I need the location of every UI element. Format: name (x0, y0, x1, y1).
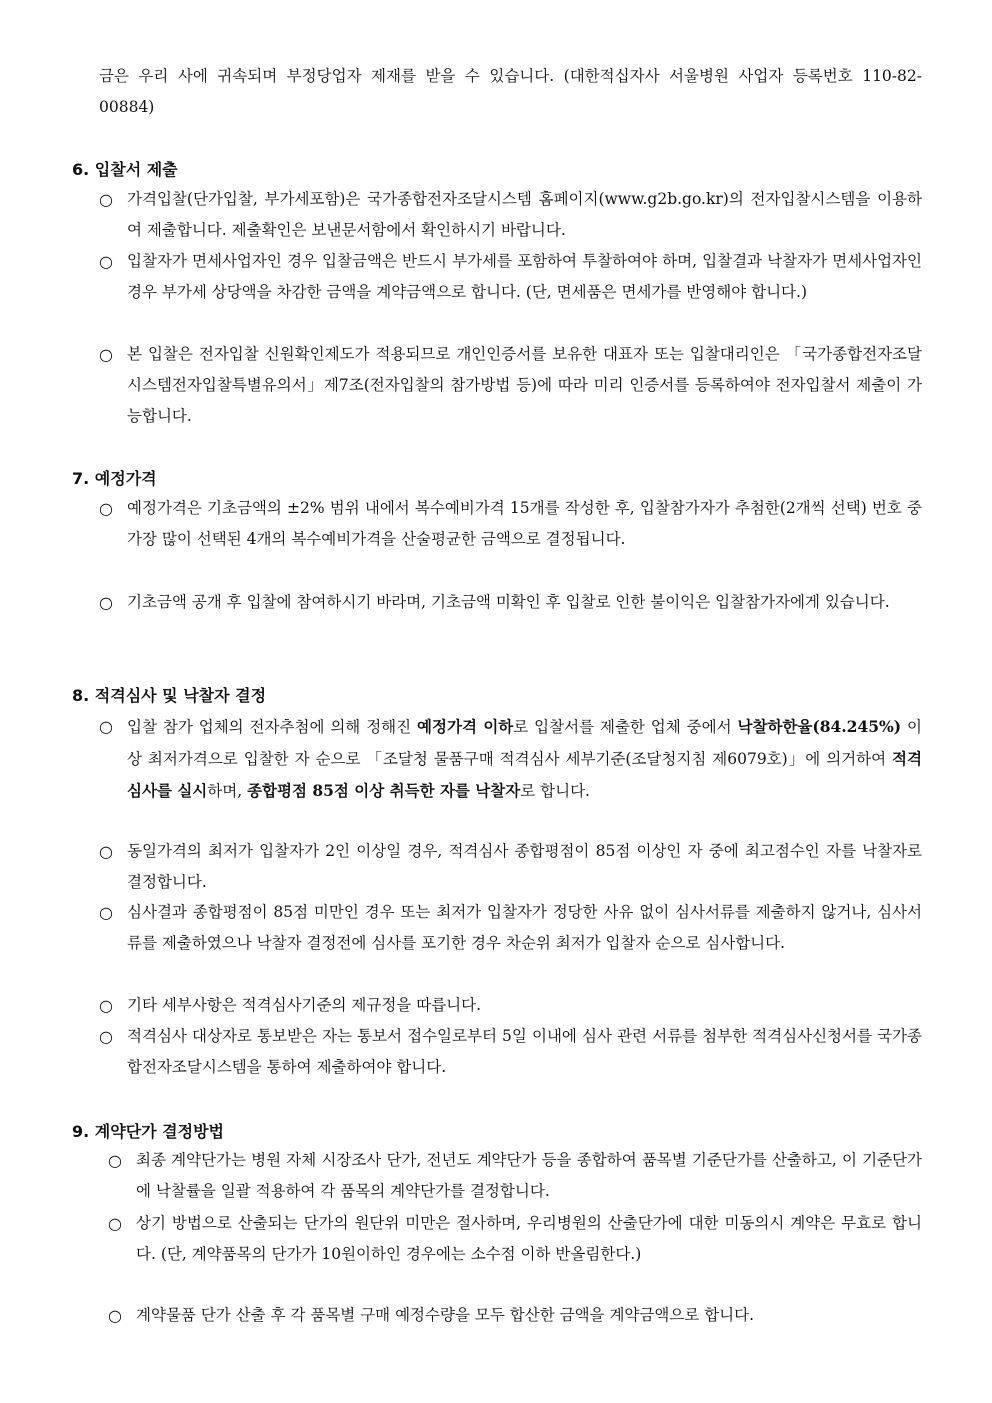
section-8-item-1: ○ 입찰 참가 업체의 전자추첨에 의해 정해진 예정가격 이하로 입찰서를 제출한 업체 중에서 낙찰하한율(84.245%) 이상 최저가격으로 입찰한 자 순으로 「조달청 물품구매 적격심사 세부기준(조달청지침 제6079호)」에 의거하여 적격심사를 실시하며, 종합평점 85점 이상 취득한 자를 낙찰자로 합니다. (99, 711, 922, 807)
section-9-item-2: ○ 상기 방법으로 산출되는 단가의 원단위 미만은 절사하며, 우리병원의 산출단가에 대한 미동의시 계약은 무효로 합니다. (단, 계약품목의 단가가 10원이하인 경우에는 소수점 이하 반올림한다.) (108, 1208, 922, 1270)
section-6-heading: 6. 입찰서 제출 (72, 160, 178, 179)
bullet-circle-icon: ○ (108, 1306, 122, 1325)
section-7-item-1: ○ 예정가격은 기초금액의 ±2% 범위 내에서 복수예비가격 15개를 작성한 후, 입찰참가자가 추첨한(2개씩 선택) 번호 중 가장 많이 선택된 4개의 복수예비가격을 산술평균한 금액으로 결정됩니다. (99, 493, 922, 555)
section-6-item-3: ○ 본 입찰은 전자입찰 신원확인제도가 적용되므로 개인인증서를 보유한 대표자 또는 입찰대리인은 「국가종합전자조달시스템전자입찰특별유의서」제7조(전자입찰의 참가방법 등)에 따라 미리 인증서를 등록하여야 전자입찰서 제출이 가능합니다. (99, 339, 922, 432)
section-8-item-2: ○ 동일가격의 최저가 입찰자가 2인 이상일 경우, 적격심사 종합평점이 85점 이상인 자 중에 최고점수인 자를 낙찰자로 결정합니다. (99, 836, 922, 898)
bullet-circle-icon: ○ (108, 1151, 122, 1170)
section-7-item-2: ○ 기초금액 공개 후 입찰에 참여하시기 바라며, 기초금액 미확인 후 입찰로 인한 불이익은 입찰참가자에게 있습니다. (99, 587, 922, 618)
bullet-circle-icon: ○ (99, 903, 113, 922)
bullet-circle-icon: ○ (99, 345, 113, 364)
section-9-item-1: ○ 최종 계약단가는 병원 자체 시장조사 단가, 전년도 계약단가 등을 종합하여 품목별 기준단가를 산출하고, 이 기준단가에 낙찰률을 일괄 적용하여 각 품목의 계약단가를 결정합니다. (108, 1145, 922, 1207)
bullet-circle-icon: ○ (99, 499, 113, 518)
section-6-item-1: ○ 가격입찰(단가입찰, 부가세포함)은 국가종합전자조달시스템 홈페이지(www.g2b.go.kr)의 전자입찰시스템을 이용하여 제출합니다. 제출확인은 보낸문서함에서 확인하시기 바랍니다. (99, 184, 922, 246)
intro-paragraph: 금은 우리 사에 귀속되며 부정당업자 제재를 받을 수 있습니다. (대한적십자사 서울병원 사업자 등록번호 110-82-00884) (99, 67, 922, 116)
bullet-circle-icon: ○ (99, 842, 113, 861)
section-9-heading: 9. 계약단가 결정방법 (72, 1122, 224, 1141)
section-9-item-3: ○ 계약물품 단가 산출 후 각 품목별 구매 예정수량을 모두 합산한 금액을 계약금액으로 합니다. (108, 1300, 922, 1331)
section-8-item-5: ○ 적격심사 대상자로 통보받은 자는 통보서 접수일로부터 5일 이내에 심사 관련 서류를 첨부한 적격심사신청서를 국가종합전자조달시스템을 통하여 제출하여야 합니다. (99, 1021, 922, 1083)
bullet-circle-icon: ○ (99, 252, 113, 271)
bullet-circle-icon: ○ (99, 190, 113, 209)
bullet-circle-icon: ○ (99, 593, 113, 612)
bullet-circle-icon: ○ (108, 1214, 122, 1233)
bullet-circle-icon: ○ (99, 717, 113, 736)
section-8-heading: 8. 적격심사 및 낙찰자 결정 (72, 686, 267, 705)
bullet-circle-icon: ○ (99, 1027, 113, 1046)
section-8-item-3: ○ 심사결과 종합평점이 85점 미만인 경우 또는 최저가 입찰자가 정당한 사유 없이 심사서류를 제출하지 않거나, 심사서류를 제출하였으나 낙찰자 결정전에 심사를 포기한 경우 차순위 최저가 입찰자 순으로 심사합니다. (99, 897, 922, 959)
section-7-heading: 7. 예정가격 (72, 469, 157, 488)
bullet-circle-icon: ○ (99, 996, 113, 1015)
section-6-item-2: ○ 입찰자가 면세사업자인 경우 입찰금액은 반드시 부가세를 포함하여 투찰하여야 하며, 입찰결과 낙찰자가 면세사업자인 경우 부가세 상당액을 차감한 금액을 계약금액으로 합니다. (단, 면세품은 면세가를 반영해야 합니다.) (99, 246, 922, 308)
section-8-item-4: ○ 기타 세부사항은 적격심사기준의 제규정을 따릅니다. (99, 990, 922, 1021)
